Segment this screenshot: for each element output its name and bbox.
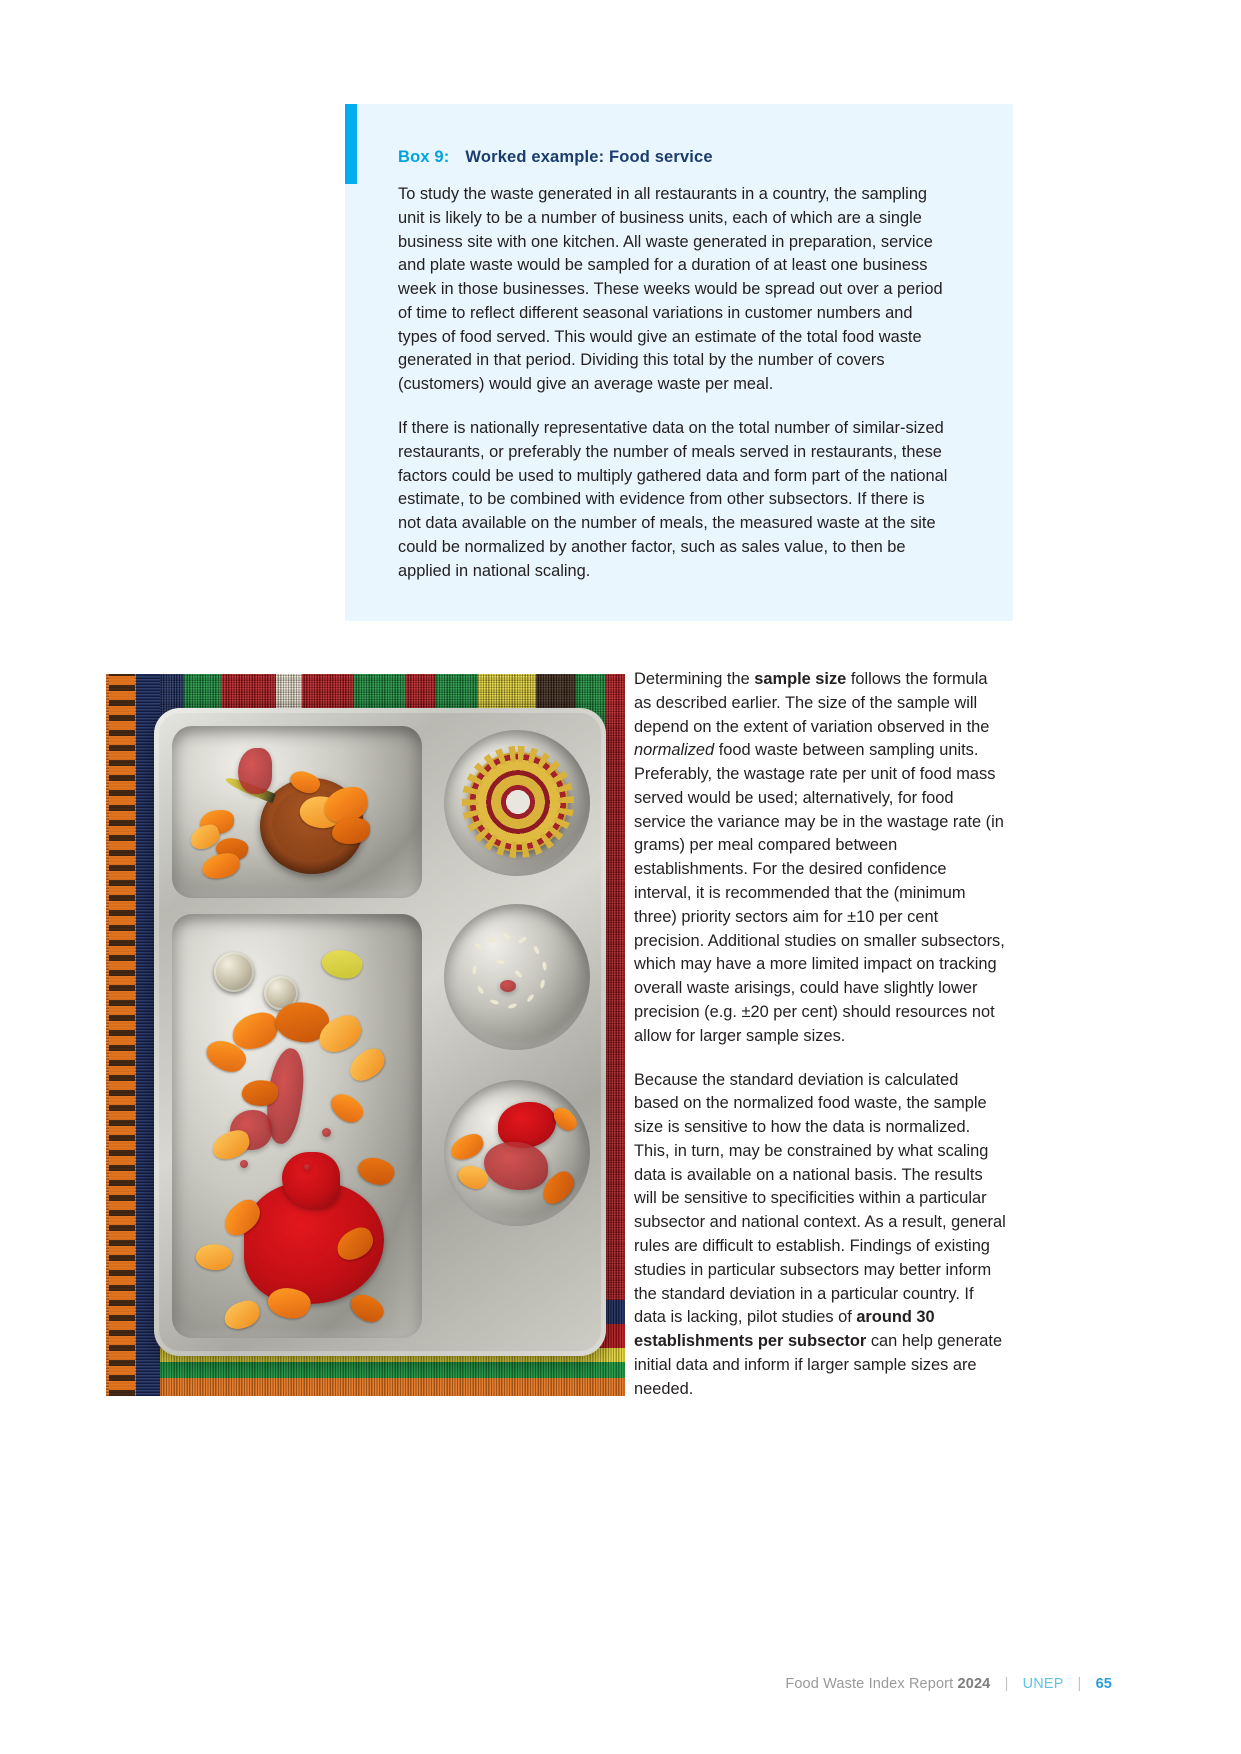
box-callout-panel <box>345 104 1013 621</box>
marigold-petal <box>344 1044 390 1086</box>
marigold-petal <box>221 1298 262 1332</box>
box-heading <box>398 148 949 167</box>
box-title: Worked example: Food service <box>465 148 713 166</box>
tray-bowl-bottom-right <box>444 1080 590 1226</box>
emphasis-establishments: around 30 establishments per subsector <box>634 1308 935 1351</box>
rice-grain <box>542 961 548 971</box>
footer-separator: | <box>1004 1676 1009 1692</box>
box-paragraph-2: If there is nationally representative data on the total number of similar-sized restaurants, or preferably the number of meals served in restaurants, these factors could be used to multiply gathered data and form part of the national estimate, to be combined with evidence from other subsectors. If there is not data available on the number of meals, the measured waste at the site could be normalized by another factor, such as sales value, to then be applied in national scaling. <box>398 419 948 580</box>
footer-report-title: Food Waste Index Report <box>785 1676 954 1692</box>
page-footer <box>0 1676 1112 1692</box>
rice-grain <box>533 945 540 955</box>
marigold-petal <box>319 945 366 984</box>
rice-grain <box>539 979 545 989</box>
marigold-petal <box>194 1241 235 1274</box>
liquid-smear <box>500 980 516 992</box>
marigold-petal <box>354 1151 398 1190</box>
rice-grain <box>496 960 505 965</box>
rice-grain <box>474 942 484 949</box>
text-run: Determining the <box>634 670 755 688</box>
rice-grain <box>502 932 511 941</box>
footer-separator: | <box>1077 1676 1082 1692</box>
rice-grain <box>488 937 498 943</box>
tray-bowl-top-right <box>444 730 590 876</box>
woven-textile-left-band <box>106 674 160 1396</box>
marigold-petal <box>332 818 370 844</box>
footer-organization: UNEP <box>1022 1676 1064 1692</box>
red-liquid-pool <box>282 1152 340 1208</box>
rice-grain <box>472 965 477 974</box>
rice-grain <box>518 936 528 944</box>
text-run: food waste between sampling units. Preferably, the wastage rate per unit of food mass served would be used; alternatively, for food service the variance may be in the wastage rate (in grams) per meal compared between establishments. For the desired confidence interval, it is recommended that the (minimum three) priority sectors aim for ±10 per cent precision. Additional studies on smaller subsectors, which may have a more limited impact on tracking overall waste arisings, could have slightly lower precision (e.g. ±20 per cent) should resources not allow for larger sample sizes. <box>634 741 1005 1045</box>
liquid-smear <box>238 748 272 794</box>
rice-grain <box>526 993 535 1002</box>
marigold-petal <box>550 1103 580 1135</box>
main-paragraph-2 <box>634 1069 1006 1402</box>
liquid-droplet <box>322 1128 331 1137</box>
marigold-petal <box>209 1127 253 1162</box>
box-paragraph-1: To study the waste generated in all restaurants in a country, the sampling unit is likely to be a number of business units, each of which are a single business site with one kitchen. All waste generated in preparation, service and plate waste would be sampled for a duration of at least one business week in those businesses. These weeks would be spread out over a period of time to reflect different seasonal variations in customer numbers and types of food served. This would give an estimate of the total food waste generated in that period. Dividing this total by the number of covers (customers) would give an average waste per meal. <box>398 185 943 394</box>
footer-page-number: 65 <box>1095 1676 1112 1692</box>
marigold-petal <box>326 1087 367 1128</box>
coin <box>214 952 254 992</box>
emphasis-sample-size: sample size <box>754 670 847 688</box>
tray-bowl-middle-right <box>444 904 590 1050</box>
thali-food-waste-photo <box>106 674 625 1396</box>
rice-grain <box>490 999 500 1006</box>
rice-grain <box>514 969 523 978</box>
ornament-spikes <box>461 745 575 859</box>
red-liquid-residue <box>484 1142 548 1190</box>
box-accent-bar <box>345 104 357 184</box>
liquid-droplet <box>304 1164 310 1170</box>
box-callout-content <box>398 148 949 584</box>
rice-grain <box>476 985 484 995</box>
tray-compartment-top-left <box>172 726 422 898</box>
text-run: follows the formula as described earlier. The size of the sample will depend on the extent of variation observed in the <box>634 670 990 736</box>
photo-canvas <box>106 674 625 1396</box>
red-liquid-residue <box>498 1102 556 1148</box>
textile-motif <box>109 674 135 1396</box>
marigold-petal <box>346 1288 387 1328</box>
marigold-petal <box>201 851 242 880</box>
decorated-ornament <box>468 752 568 852</box>
marigold-petal <box>447 1131 486 1163</box>
box-number: Box 9: <box>398 148 450 166</box>
main-text-column <box>634 668 1006 1401</box>
tray-compartment-main <box>172 914 422 1338</box>
liquid-droplet <box>240 1160 248 1168</box>
text-run: can help generate initial data and inform if larger sample sizes are needed. <box>634 1332 1003 1398</box>
footer-year: 2024 <box>957 1676 991 1692</box>
emphasis-normalized: normalized <box>634 741 715 760</box>
rice-grain <box>508 1003 518 1010</box>
text-run: Because the standard deviation is calculated based on the normalized food waste, the sample size is sensitive to how the data is normalized. This, in turn, may be constrained by what scaling data is available on a national basis. The results will be sensitive to specificities within a particular subsector and national context. As a result, general rules are difficult to establish. Findings of existing studies in particular subsectors may better inform the standard deviation in a particular country. If data is lacking, pilot studies of <box>634 1070 1006 1327</box>
steel-thali-tray <box>154 708 606 1356</box>
main-paragraph-1 <box>634 668 1006 1049</box>
